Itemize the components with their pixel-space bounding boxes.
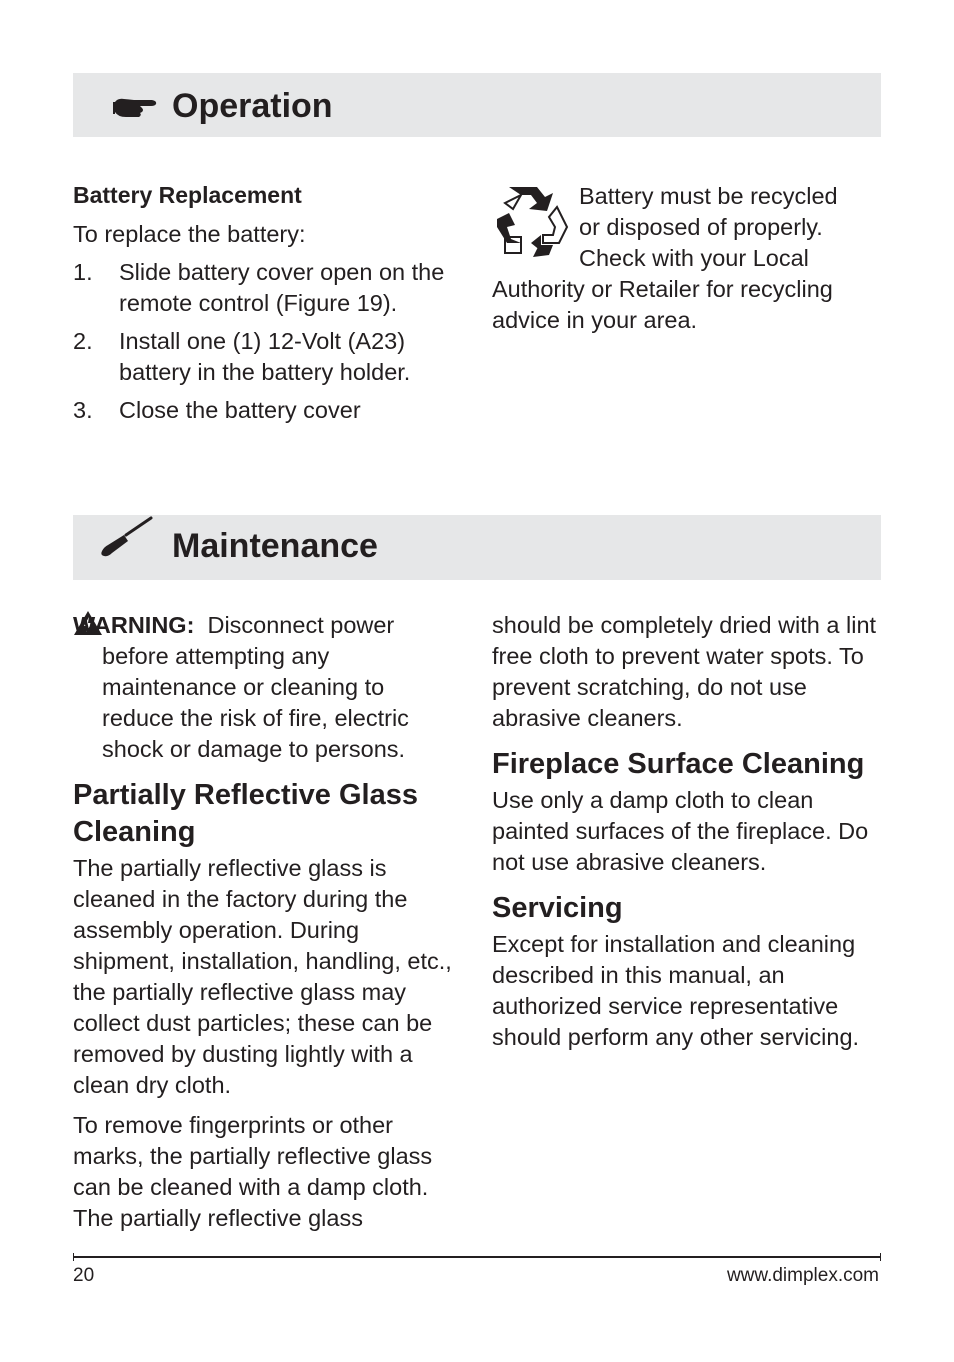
glass-cleaning-heading: Partially Reflective Glass Cleaning [73,779,418,848]
footer-divider-tick-right [880,1253,881,1261]
battery-replacement-heading: Battery Replacement [73,182,302,208]
servicing-heading: Servicing [492,892,623,924]
recycle-line-2: or disposed of properly. [579,214,823,240]
maintenance-title: Maintenance [172,527,378,565]
surface-cleaning-text: Use only a damp cloth to clean painted surfaces of the fireplace. Do not use abrasive cleaners. [492,787,869,875]
warning-text: Disconnect power before attempting any maintenance or cleaning to reduce the risk of fire, electric shock or damage to persons. [102,612,409,762]
recycle-text-rest: Authority or Retailer for recycling advice in your area. [492,276,833,333]
battery-replacement-section [73,181,453,433]
footer-url: www.dimplex.com [726,1265,879,1286]
screwdriver-icon [98,515,154,564]
page-number: 20 [73,1265,95,1286]
glass-cleaning-para-1: The partially reflective glass is cleaned in the factory during the assembly operation. During shipment, installation, handling, etc., the partially reflective glass may collect dust particles; these can be removed by dusting lightly with a clean dry cloth. [73,855,452,1098]
battery-steps-list [73,257,453,426]
footer-divider [73,1256,881,1258]
recycle-icon [493,185,569,264]
list-item: 3. Close the battery cover [73,397,361,423]
warning-paragraph [73,610,461,765]
list-item: 2. Install one (1) 12-Volt (A23) battery in the battery holder. [73,328,411,385]
battery-intro: To replace the battery: [73,221,306,247]
recycle-line-3: Check with your Local [579,245,809,271]
maintenance-left-column [73,610,461,1234]
operation-title: Operation [172,87,333,125]
warning-label: WARNING: [73,612,195,638]
glass-cleaning-para-2: To remove fingerprints or other marks, the partially reflective glass can be cleaned with a damp cloth. The partially reflective glass [73,1112,433,1231]
glass-cleaning-para-2-continued: should be completely dried with a lint free cloth to prevent water spots. To prevent scratching, do not use abrasive cleaners. [492,612,877,731]
list-item: 1. Slide battery cover open on the remote control (Figure 19). [73,259,445,316]
recycle-text-wrap [579,181,879,274]
recycle-line-1: Battery must be recycled [579,183,838,209]
footer-divider-tick-left [73,1253,74,1261]
maintenance-right-column [492,610,877,1053]
surface-cleaning-heading: Fireplace Surface Cleaning [492,748,865,780]
pointing-hand-icon [112,94,158,125]
servicing-text: Except for installation and cleaning described in this manual, an authorized service representative should perform any other servicing. [492,931,860,1050]
